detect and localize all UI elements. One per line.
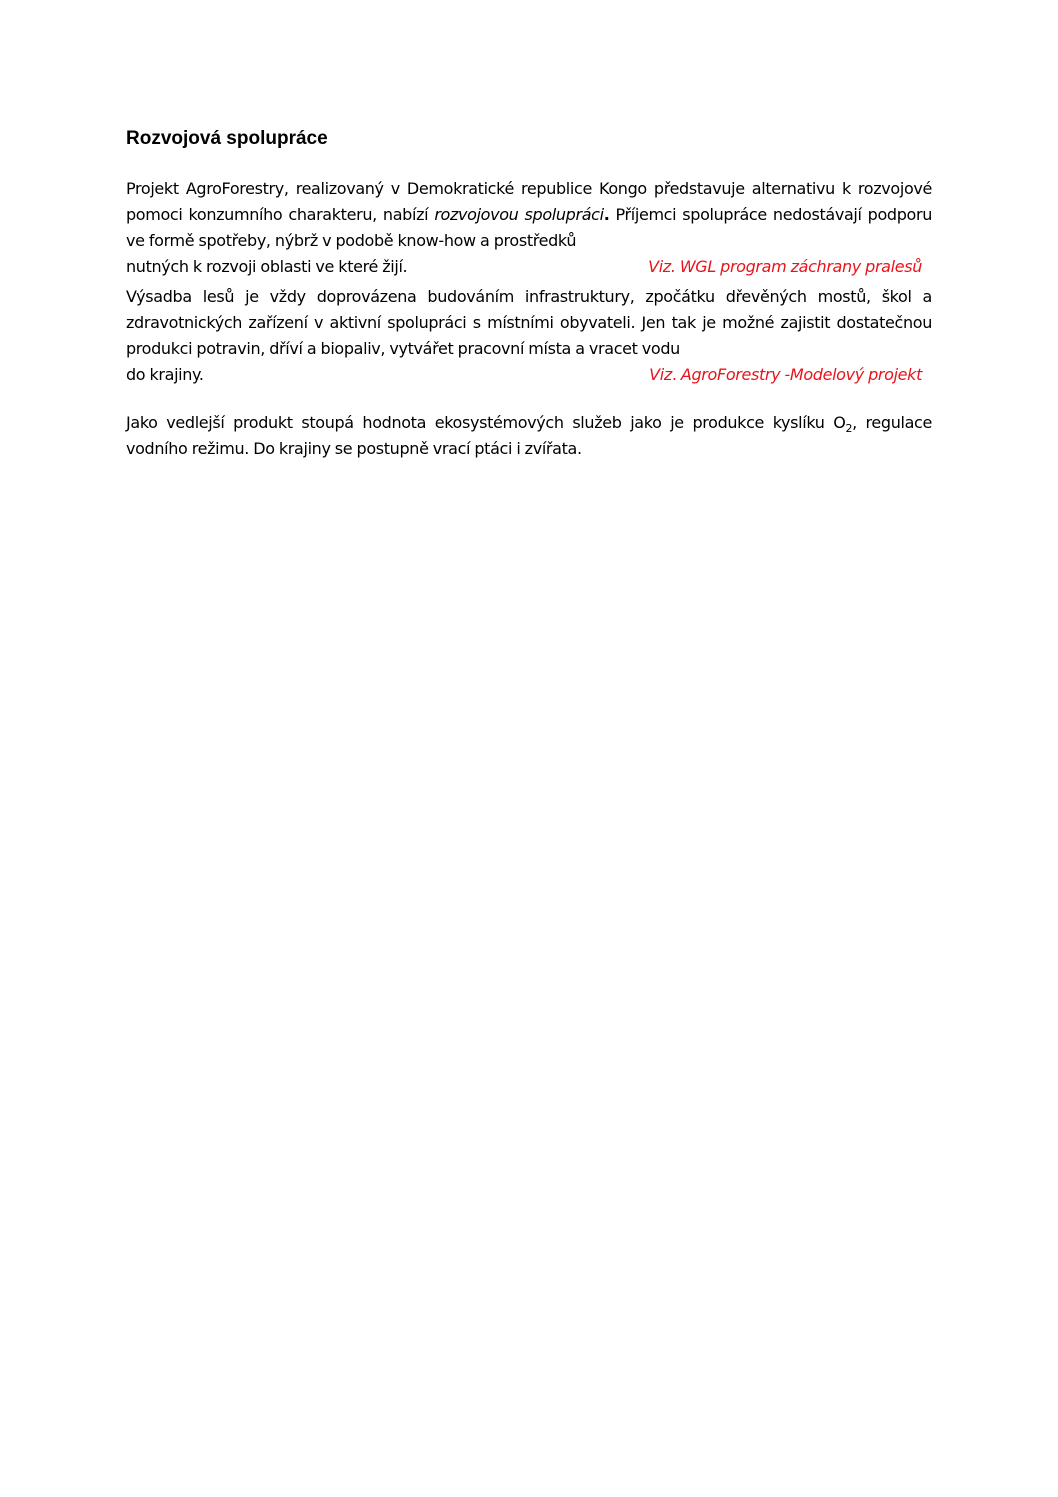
reference-agroforestry-model-project [649, 362, 932, 388]
paragraph-text: , regulace vodního režimu. Do krajiny se postupně vrací ptáci i zvířata. [126, 413, 933, 458]
paragraph-ecosystem-services [126, 410, 932, 462]
paragraph-text: nutných k rozvoji oblasti ve které žijí. [126, 257, 408, 276]
reference-part: Viz [649, 365, 672, 384]
paragraph-last-line [126, 362, 932, 388]
paragraph-development-cooperation [126, 176, 932, 280]
subscript: 2 [845, 422, 853, 435]
bold-period: . [603, 205, 610, 224]
reference-part: . [671, 365, 677, 384]
reference-wgl-program: Viz. WGL program záchrany pralesů [648, 257, 922, 276]
paragraph-reforestation [126, 284, 932, 388]
paragraph-text: Jako vedlejší produkt stoupá hodnota ekosystémových služeb jako je produkce kyslíku O [126, 413, 846, 432]
reference-part: AgroForestry -Modelový projekt [676, 365, 922, 384]
emphasis-text: rozvojovou spolupráci [434, 205, 604, 224]
paragraph-text: Projekt AgroForestry, realizovaný v Demokratické republice Kongo představuje alternativu k rozvojové pomoci konzumního charakteru, nabízí [126, 179, 932, 224]
paragraph-last-line [126, 254, 932, 280]
section-heading: Rozvojová spolupráce [126, 128, 328, 149]
paragraph-text: Výsadba lesů je vždy doprovázena budováním infrastruktury, zpočátku dřevěných mostů, škol a zdravotnických zařízení v aktivní spolupráci s místními obyvateli. Jen tak je možné zajistit dostatečnou produkci potravin, dříví a biopaliv, vytvářet pracovní místa a vracet vodu [126, 287, 932, 358]
paragraph-text: Příjemci spolupráce nedostávají podporu ve formě spotřeby, nýbrž v podobě know-how a prostředků [126, 205, 932, 250]
paragraph-text: do krajiny. [126, 365, 204, 384]
